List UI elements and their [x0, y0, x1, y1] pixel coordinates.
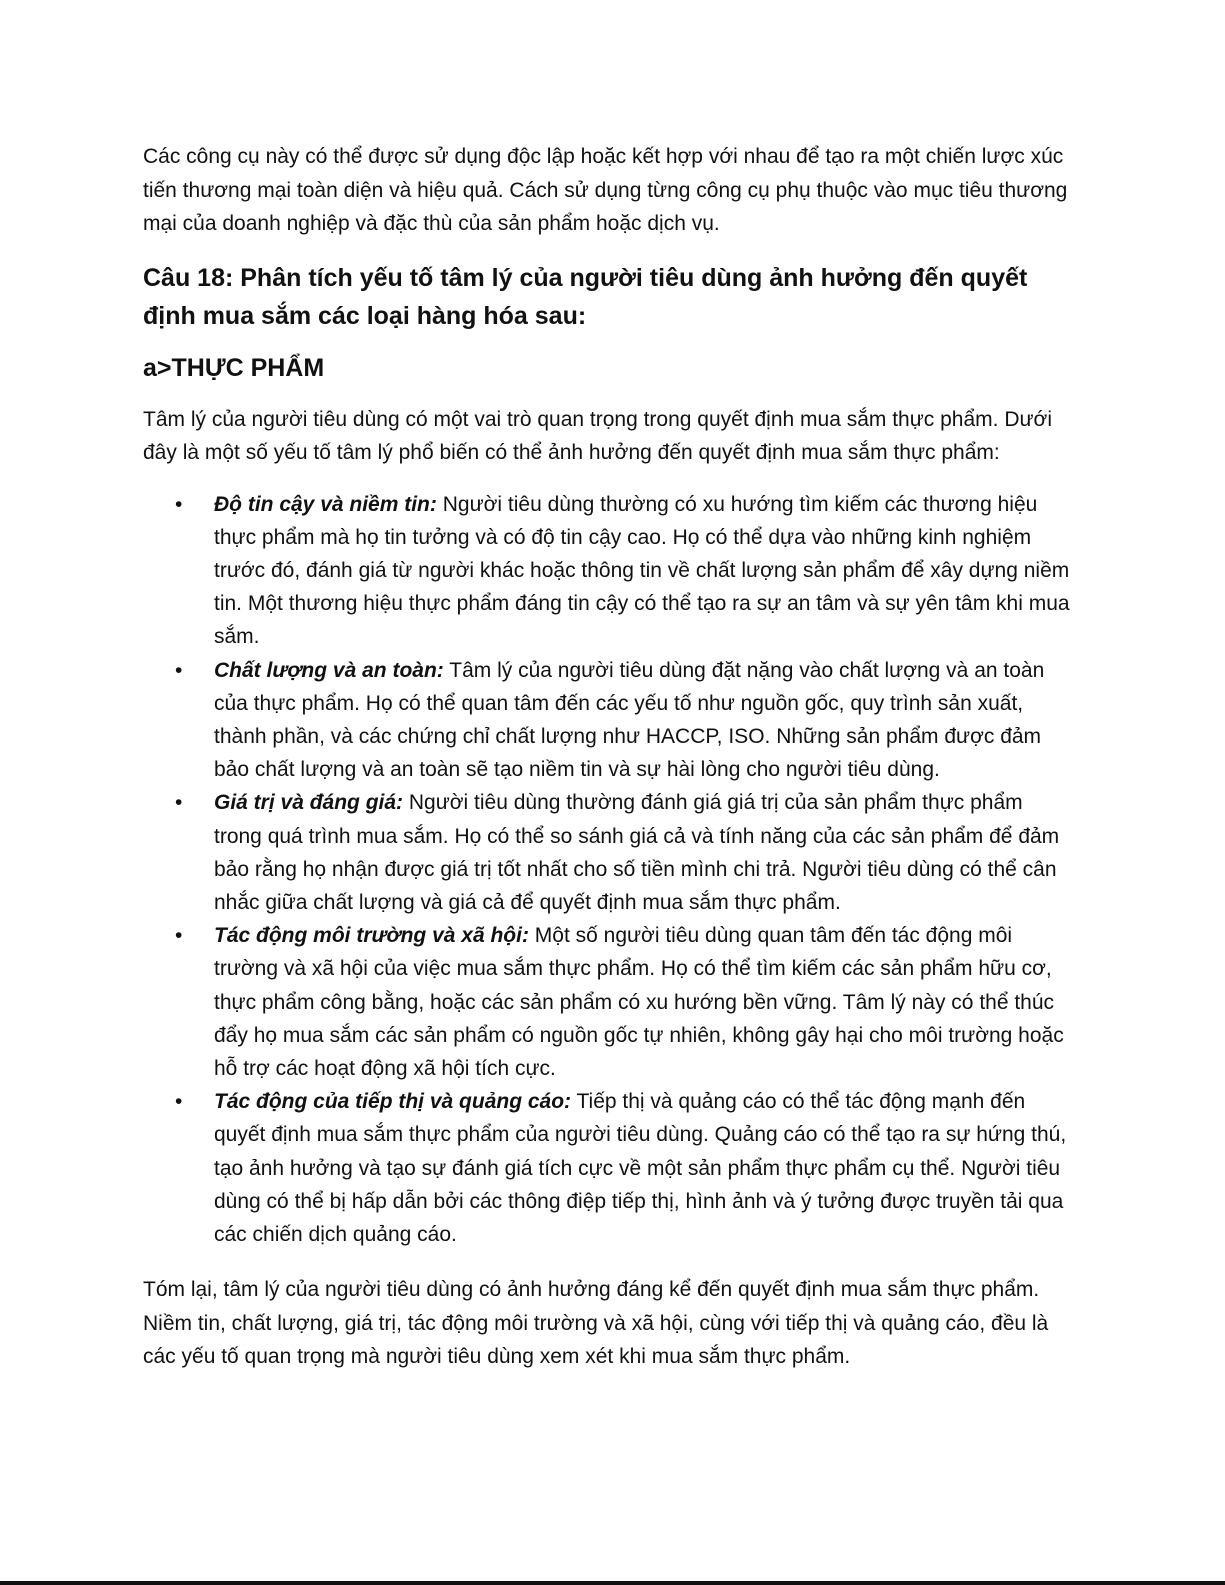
list-item [143, 1085, 1073, 1251]
list-item-term: Chất lượng và an toàn: [214, 658, 444, 682]
list-item-term: Độ tin cậy và niềm tin: [214, 492, 437, 516]
list-item-text: Một số người tiêu dùng quan tâm đến tác động môi trường và xã hội của việc mua sắm thực phẩm. Họ có thể tìm kiếm các sản phẩm hữu cơ, thực phẩm công bằng, hoặc các sản phẩm có xu hướng bền vững. Tâm lý này có thể thúc đẩy họ mua sắm các sản phẩm có nguồn gốc tự nhiên, không gây hại cho môi trường hoặc hỗ trợ các hoạt động xã hội tích cực. [214, 924, 1064, 1080]
list-item-text: Người tiêu dùng thường đánh giá giá trị của sản phẩm thực phẩm trong quá trình mua sắm. Họ có thể so sánh giá cả và tính năng của các sản phẩm để đảm bảo rằng họ nhận được giá trị tốt nhất cho số tiền mình chi trả. Người tiêu dùng có thể cân nhắc giữa chất lượng và giá cả để quyết định mua sắm thực phẩm. [214, 791, 1060, 914]
conclusion-paragraph: Tóm lại, tâm lý của người tiêu dùng có ảnh hưởng đáng kể đến quyết định mua sắm thực phẩm. Niềm tin, chất lượng, giá trị, tác động môi trường và xã hội, cùng với tiếp thị và quảng cáo, đều là các yếu tố quan trọng mà người tiêu dùng xem xét khi mua sắm thực phẩm. [143, 1278, 1049, 1369]
bullet-icon: • [175, 492, 183, 516]
list-item [143, 488, 1073, 654]
list-item-text: Người tiêu dùng thường có xu hướng tìm kiếm các thương hiệu thực phẩm mà họ tin tưởng và có độ tin cậy cao. Họ có thể dựa vào những kinh nghiệm trước đó, đánh giá từ người khác hoặc thông tin về chất lượng sản phẩm để xây dựng niềm tin. Một thương hiệu thực phẩm đáng tin cậy có thể tạo ra sự an tâm và sự yên tâm khi mua sắm. [214, 492, 1070, 649]
list-item-text: Tâm lý của người tiêu dùng đặt nặng vào chất lượng và an toàn của thực phẩm. Họ có thể quan tâm đến các yếu tố như nguồn gốc, quy trình sản xuất, thành phần, và các chứng chỉ chất lượng như HACCP, ISO. Những sản phẩm được đảm bảo chất lượng và an toàn sẽ tạo niềm tin và sự hài lòng cho người tiêu dùng. [214, 658, 1045, 782]
section-heading: a>THỰC PHẨM [143, 353, 325, 382]
bullet-icon: • [175, 791, 183, 815]
question-heading: Câu 18: Phân tích yếu tố tâm lý của người tiêu dùng ảnh hưởng đến quyết định mua sắm các loại hàng hóa sau: [143, 263, 1028, 330]
list-item [143, 654, 1073, 787]
list-item-text: Tiếp thị và quảng cáo có thể tác động mạnh đến quyết định mua sắm thực phẩm của người tiêu dùng. Quảng cáo có thể tạo ra sự hứng thú, tạo ảnh hưởng và tạo sự đánh giá tích cực về một sản phẩm thực phẩm cụ thể. Người tiêu dùng có thể bị hấp dẫn bởi các thông điệp tiếp thị, hình ảnh và ý tưởng được truyền tải qua các chiến dịch quảng cáo. [214, 1090, 1067, 1246]
list-item-term: Tác động môi trường và xã hội: [214, 924, 529, 948]
lead-paragraph: Tâm lý của người tiêu dùng có một vai trò quan trọng trong quyết định mua sắm thực phẩm. Dưới đây là một số yếu tố tâm lý phổ biến có thể ảnh hưởng đến quyết định mua sắm thực phẩm: [143, 407, 1052, 464]
page-bottom-border [0, 1581, 1225, 1585]
list-item-term: Giá trị và đáng giá: [214, 791, 404, 815]
list-item [143, 919, 1073, 1085]
bullet-icon: • [175, 1090, 183, 1114]
document-page [143, 140, 1073, 1374]
bullet-icon: • [175, 924, 183, 948]
intro-paragraph: Các công cụ này có thể được sử dụng độc lập hoặc kết hợp với nhau để tạo ra một chiến lược xúc tiến thương mại toàn diện và hiệu quả. Cách sử dụng từng công cụ phụ thuộc vào mục tiêu thương mại của doanh nghiệp và đặc thù của sản phẩm hoặc dịch vụ. [143, 145, 1068, 235]
factor-list [143, 488, 1073, 1252]
bullet-icon: • [175, 658, 183, 682]
list-item [143, 786, 1073, 919]
list-item-term: Tác động của tiếp thị và quảng cáo: [214, 1090, 572, 1114]
